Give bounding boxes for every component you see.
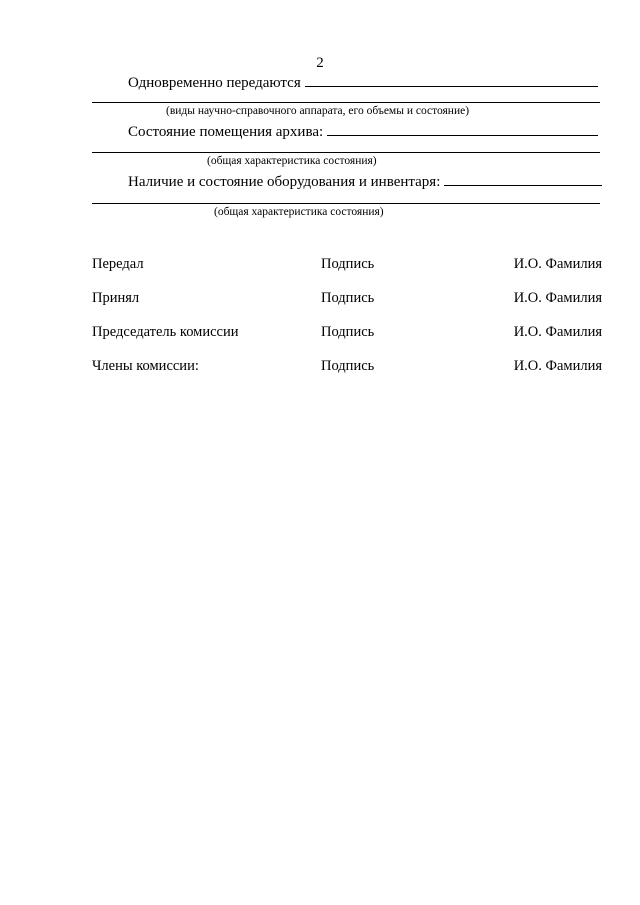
field-hint-premises: (общая характеристика состояния) [207,155,377,167]
field-hint-equipment: (общая характеристика состояния) [214,206,384,218]
signature-placeholder: Подпись [321,358,375,374]
continuation-line [92,203,600,204]
signer-name: И.О. Фамилия [513,256,602,272]
signature-placeholder: Подпись [321,290,375,306]
field-row-premises [128,121,598,141]
signature-role: Члены комиссии: [92,358,199,374]
signer-name: И.О. Фамилия [513,324,602,340]
signature-row-chairman [92,324,602,344]
signature-role: Председатель комиссии [92,324,239,340]
field-label-premises: Состояние помещения архива: [128,124,324,140]
fill-line [327,121,598,136]
signature-role: Принял [92,290,140,306]
continuation-line [92,152,600,153]
signature-row-transferred-by [92,256,602,276]
signature-placeholder: Подпись [321,324,375,340]
signature-role: Передал [92,256,144,272]
signature-placeholder: Подпись [321,256,375,272]
signature-row-members [92,358,602,378]
field-row-transferred [128,72,598,92]
field-label-transferred: Одновременно передаются [128,75,301,91]
page-number: 2 [316,55,324,71]
field-label-equipment: Наличие и состояние оборудования и инвентаря: [128,174,441,190]
fill-line [305,72,598,87]
field-hint-transferred: (виды научно-справочного аппарата, его объемы и состояние) [166,105,470,117]
continuation-line [92,102,600,103]
signature-row-accepted-by [92,290,602,310]
signer-name: И.О. Фамилия [513,290,602,306]
fill-line [444,171,602,186]
field-row-equipment [128,171,602,191]
signer-name: И.О. Фамилия [513,358,602,374]
